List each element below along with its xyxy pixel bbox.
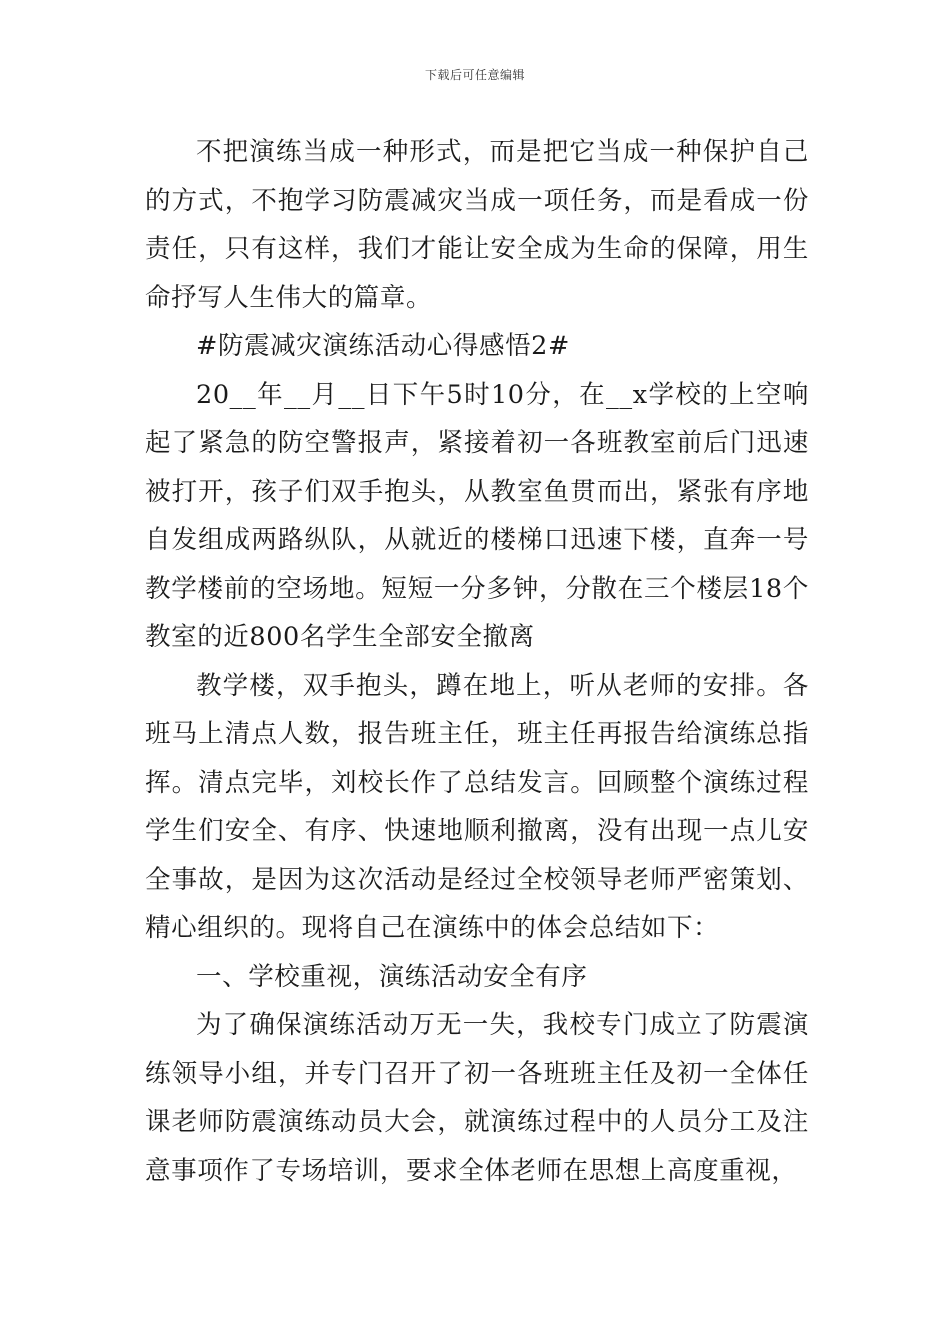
paragraph: 教学楼，双手抱头，蹲在地上，听从老师的安排。各班马上清点人数，报告班主任，班主任再报告给演练总指挥。清点完毕，刘校长作了总结发言。回顾整个演练过程学生们安全、有序、快速地顺利撤离，没有出现一点儿安全事故，是因为这次活动是经过全校领导老师严密策划、精心组织的。现将自己在演练中的体会总结如下： (145, 670, 809, 943)
paragraph: 不把演练当成一种形式，而是把它当成一种保护自己的方式，不抱学习防震减灾当成一项任务，而是看成一份责任，只有这样，我们才能让安全成为生命的保障，用生命抒写人生伟大的篇章。 (145, 137, 809, 313)
section-heading: #防震减灾演练活动心得感悟2# (196, 331, 570, 361)
page-header-note: 下载后可任意编辑 (424, 68, 525, 82)
paragraph: 为了确保演练活动万无一失，我校专门成立了防震演练领导小组，并专门召开了初一各班班主任及初一全体任课老师防震演练动员大会，就演练过程中的人员分工及注意事项作了专场培训，要求全体老师在思想上高度重视， (145, 1010, 809, 1186)
subsection-heading: 一、学校重视，演练活动安全有序 (196, 961, 588, 992)
document-body (145, 128, 809, 1195)
paragraph: 20__年__月__日下午5时10分，在__x学校的上空响起了紧急的防空警报声，紧接着初一各班教室前后门迅速被打开，孩子们双手抱头，从教室鱼贯而出，紧张有序地自发组成两路纵队，从就近的楼梯口迅速下楼，直奔一号教学楼前的空场地。短短一分多钟，分散在三个楼层18个教室的近800名学生全部安全撤离 (145, 379, 809, 652)
